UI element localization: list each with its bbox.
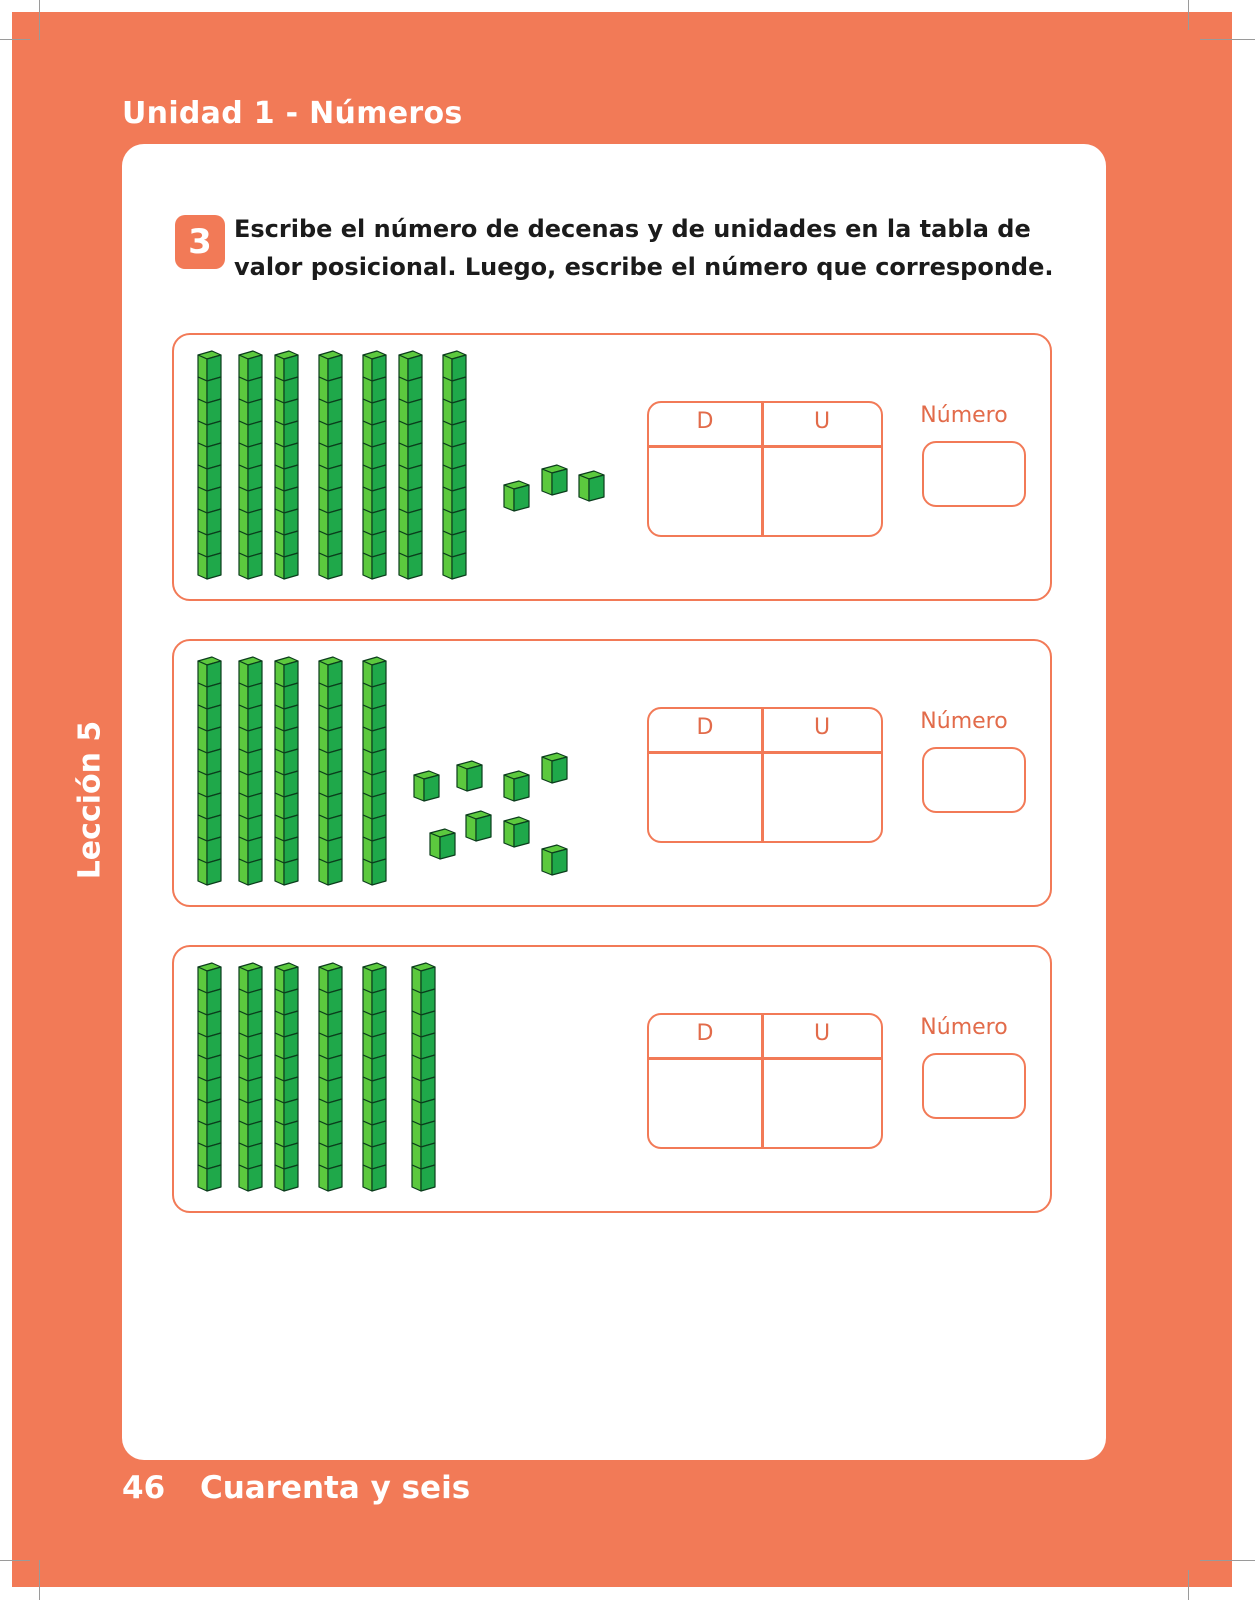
tens-rod: [198, 351, 221, 579]
tens-rod: [275, 351, 298, 579]
base-ten-blocks-1: [174, 335, 644, 595]
crop-mark: [1200, 39, 1255, 40]
crop-mark: [1188, 1570, 1189, 1600]
units-answer-cell[interactable]: [764, 448, 881, 535]
unit-cube: [414, 771, 439, 801]
tens-rod: [363, 963, 386, 1191]
exercise-item-3: [172, 945, 1052, 1213]
number-label: Número: [920, 1015, 1008, 1040]
crop-mark: [0, 39, 30, 40]
exercise-item-1: [172, 333, 1052, 601]
tens-column-header: D: [696, 715, 714, 740]
tens-rod: [275, 963, 298, 1191]
tens-rod: [399, 351, 422, 579]
instruction-line: Escribe el número de decenas y de unidades en la tabla de: [234, 215, 1031, 243]
lesson-label: Lección 5: [72, 720, 108, 880]
units-answer-cell[interactable]: [764, 1060, 881, 1147]
unit-cube: [430, 829, 455, 859]
tens-rod: [239, 657, 262, 885]
unit-cube: [504, 817, 529, 847]
tens-column-header: D: [696, 1021, 714, 1046]
instruction-line: valor posicional. Luego, escribe el número que corresponde.: [234, 253, 1054, 281]
page-number: 46: [122, 1470, 166, 1506]
base-ten-blocks-3: [174, 947, 644, 1207]
tens-rod: [363, 351, 386, 579]
unit-cube: [542, 465, 567, 495]
unit-cube: [457, 761, 482, 791]
units-column-header: U: [813, 409, 831, 434]
tens-rod: [319, 963, 342, 1191]
unit-cube: [579, 471, 604, 501]
unit-cube: [504, 481, 529, 511]
crop-mark: [1200, 1560, 1255, 1561]
units-answer-cell[interactable]: [764, 754, 881, 841]
tens-column-header: D: [696, 409, 714, 434]
tens-rod: [412, 963, 435, 1191]
units-column-header: U: [813, 1021, 831, 1046]
exercise-item-2: [172, 639, 1052, 907]
tens-answer-cell[interactable]: [649, 448, 761, 535]
crop-mark: [39, 0, 40, 40]
exercise-instructions: [234, 210, 1054, 286]
exercise-number-badge: 3: [175, 215, 225, 269]
unit-cube: [466, 811, 491, 841]
unit-cube: [542, 753, 567, 783]
page-footer: [122, 1470, 470, 1506]
number-label: Número: [920, 709, 1008, 734]
tens-answer-cell[interactable]: [649, 754, 761, 841]
tens-rod: [239, 963, 262, 1191]
unit-cube: [542, 845, 567, 875]
tens-rod: [198, 657, 221, 885]
tens-answer-cell[interactable]: [649, 1060, 761, 1147]
number-answer-box[interactable]: [922, 441, 1026, 507]
tens-rod: [239, 351, 262, 579]
tens-rod: [275, 657, 298, 885]
place-value-table-3: [647, 1013, 883, 1149]
tens-rod: [319, 657, 342, 885]
crop-mark: [39, 1560, 40, 1600]
place-value-table-2: [647, 707, 883, 843]
units-column-header: U: [813, 715, 831, 740]
crop-mark: [0, 1560, 30, 1561]
tens-rod: [363, 657, 386, 885]
number-answer-box[interactable]: [922, 747, 1026, 813]
crop-mark: [1188, 0, 1189, 30]
number-label: Número: [920, 403, 1008, 428]
unit-cube: [504, 771, 529, 801]
base-ten-blocks-2: [174, 641, 644, 901]
place-value-table-1: [647, 401, 883, 537]
tens-rod: [443, 351, 466, 579]
tens-rod: [319, 351, 342, 579]
page-number-words: Cuarenta y seis: [199, 1470, 471, 1506]
tens-rod: [198, 963, 221, 1191]
unit-title: Unidad 1 - Números: [122, 96, 463, 131]
number-answer-box[interactable]: [922, 1053, 1026, 1119]
